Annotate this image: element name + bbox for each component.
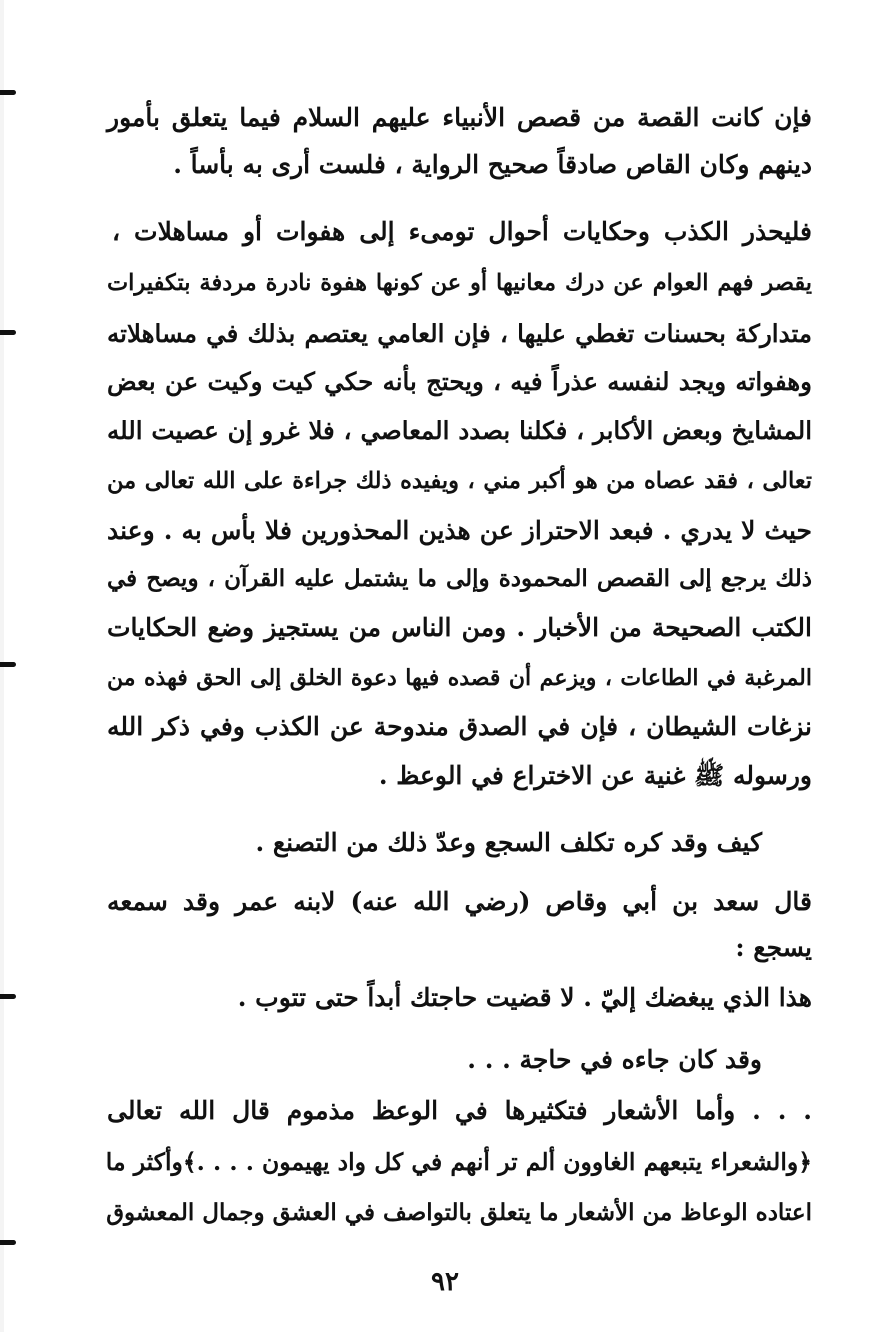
text-line: وهفواته ويجد لنفسه عذراً فيه ، ويحتج بأنه حكي كيت وكيت عن بعض bbox=[107, 367, 812, 396]
scan-edge-mark bbox=[0, 662, 16, 667]
text-line: يقصر فهم العوام عن درك معانيها أو عن كونها هفوة نادرة مردفة بتكفيرات bbox=[107, 270, 812, 296]
text-line: المرغبة في الطاعات ، ويزعم أن قصده فيها دعوة الخلق إلى الحق فهذه من bbox=[107, 665, 812, 691]
scan-edge-mark bbox=[0, 330, 16, 335]
scan-edge-mark bbox=[0, 1240, 16, 1245]
text-line: ﴿والشعراء يتبعهم الغاوون ألم تر أنهم في كل واد يهيمون . . . .﴾وأكثر ما bbox=[105, 1148, 812, 1176]
text-line: نزغات الشيطان ، فإن في الصدق مندوحة عن الكذب وفي ذكر الله bbox=[107, 712, 812, 741]
text-line: هذا الذي يبغضك إليّ . لا قضيت حاجتك أبداً حتى تتوب . bbox=[237, 983, 812, 1012]
text-line: . . . وأما الأشعار فتكثيرها في الوعظ مذموم قال الله تعالى bbox=[107, 1096, 812, 1125]
text-line: دينهم وكان القاص صادقاً صحيح الرواية ، فلست أرى به بأساً . bbox=[173, 150, 812, 179]
text-line: الكتب الصحيحة من الأخبار . ومن الناس من يستجيز وضع الحكايات bbox=[107, 613, 812, 642]
text-line: وقد كان جاءه في حاجة . . . bbox=[467, 1045, 762, 1074]
scan-edge-mark bbox=[0, 994, 16, 999]
text-line: فليحذر الكذب وحكايات أحوال تومىء إلى هفوات أو مساهلات ، bbox=[112, 217, 812, 246]
text-line: ذلك يرجع إلى القصص المحمودة وإلى ما يشتمل عليه القرآن ، ويصح في bbox=[107, 565, 812, 592]
scan-edge-mark bbox=[0, 90, 16, 95]
text-line: المشايخ وبعض الأكابر ، فكلنا بصدد المعاصي ، فلا غرو إن عصيت الله bbox=[107, 416, 812, 445]
text-line: قال سعد بن أبي وقاص (رضي الله عنه) لابنه عمر وقد سمعه bbox=[107, 887, 812, 916]
page-number: ٩٢ bbox=[431, 1267, 459, 1297]
text-line: اعتاده الوعاظ من الأشعار ما يتعلق بالتواصف في العشق وجمال المعشوق bbox=[106, 1199, 812, 1226]
text-line: حيث لا يدري . فبعد الاحتراز عن هذين المحذورين فلا بأس به . وعند bbox=[107, 516, 812, 545]
text-line: كيف وقد كره تكلف السجع وعدّ ذلك من التصنع . bbox=[255, 828, 762, 857]
text-line: ورسوله ﷺ غنية عن الاختراع في الوعظ . bbox=[378, 761, 812, 790]
text-line: متداركة بحسنات تغطي عليها ، فإن العامي يعتصم بذلك في مساهلاته bbox=[107, 319, 812, 348]
text-line: فإن كانت القصة من قصص الأنبياء عليهم السلام فيما يتعلق بأمور bbox=[107, 103, 812, 132]
text-line: تعالى ، فقد عصاه من هو أكبر مني ، ويفيده ذلك جراءة على الله تعالى من bbox=[107, 468, 812, 494]
text-line: يسجع : bbox=[735, 933, 812, 962]
